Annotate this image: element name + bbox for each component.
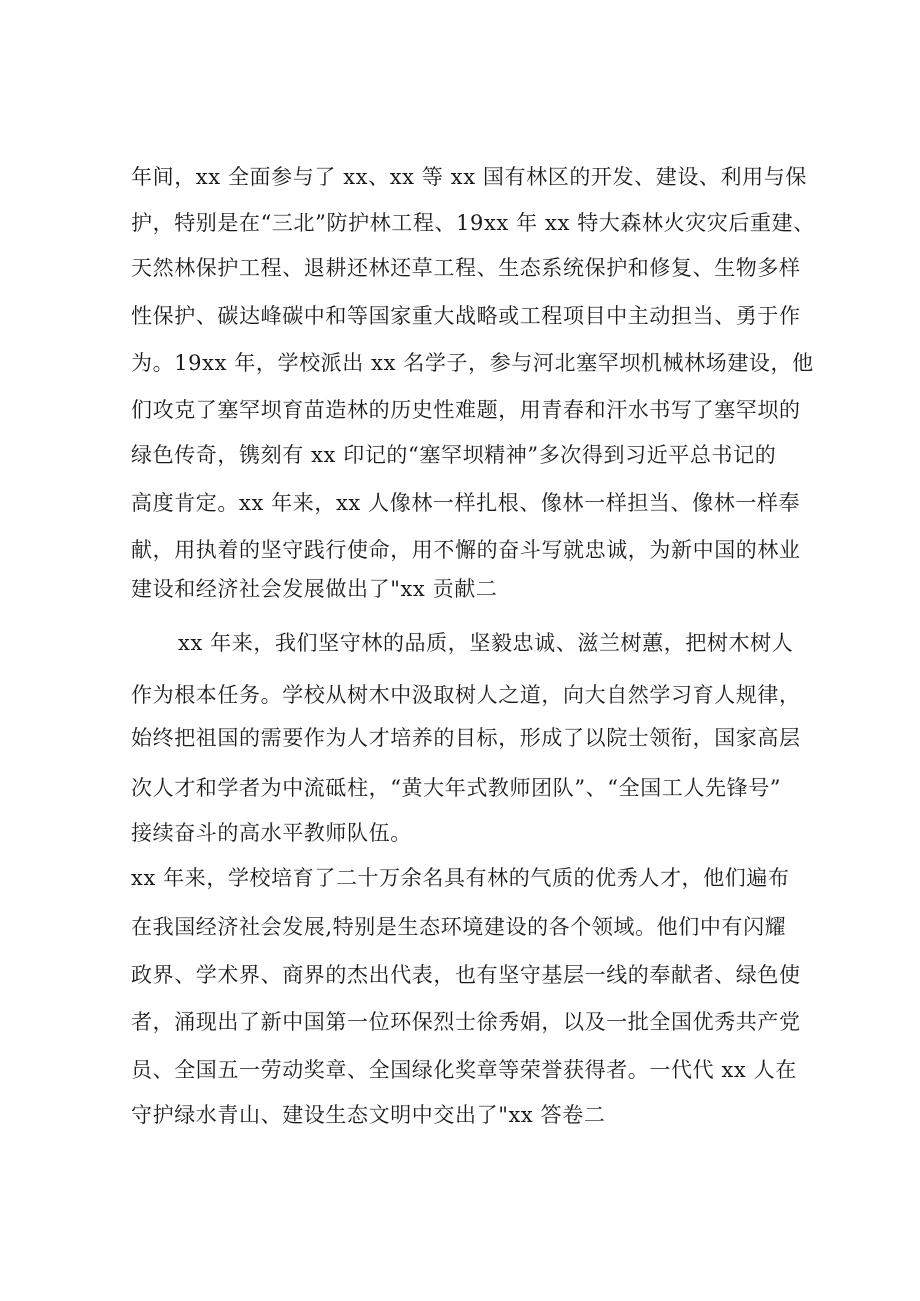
- text-line: 们攻克了塞罕坝育苗造林的历史性难题，用青春和汗水书写了塞罕坝的: [131, 398, 801, 422]
- text-line: 次人才和学者为中流砥柱，“黄大年式教师团队”、“全国工人先锋号”: [131, 776, 782, 800]
- text-line: 天然林保护工程、退耕还林还草工程、生态系统保护和修复、生物多样: [131, 256, 801, 280]
- text-line: 为。19xx 年，学校派出 xx 名学子，参与河北塞罕坝机械林场建设，他: [131, 351, 814, 375]
- text-line: 建设和经济社会发展做出了"xx 贡献二: [131, 577, 498, 601]
- text-line: xx 年来，我们坚守林的品质，坚毅忠诚、滋兰树蕙，把树木树人: [178, 631, 794, 655]
- text-line: 献，用执着的坚守践行使命，用不懈的奋斗写就忠诚，为新中国的林业: [131, 538, 801, 562]
- text-line: 政界、学术界、商界的杰出代表，也有坚守基层一线的奉献者、绿色使: [131, 963, 801, 987]
- text-line: 守护绿水青山、建设生态文明中交出了"xx 答卷二: [131, 1103, 606, 1127]
- text-line: 高度肯定。xx 年来，xx 人像林一样扎根、像林一样担当、像林一样奉: [131, 491, 801, 515]
- text-line: 员、全国五一劳动奖章、全国绿化奖章等荣誉获得者。一代代 xx 人在: [131, 1058, 797, 1082]
- text-line: 始终把祖国的需要作为人才培养的目标，形成了以院士领衔，国家高层: [131, 726, 801, 750]
- text-line: 者，涌现出了新中国第一位环保烈士徐秀娟，以及一批全国优秀共产党: [131, 1010, 801, 1034]
- text-line: 年间，xx 全面参与了 xx、xx 等 xx 国有林区的开发、建设、利用与保: [131, 165, 807, 189]
- text-line: 接续奋斗的高水平教师队伍。: [131, 821, 412, 845]
- text-line: 护，特别是在“三北”防护林工程、19xx 年 xx 特大森林火灾灾后重建、: [131, 211, 815, 235]
- text-line: 绿色传奇，镌刻有 xx 印记的“塞罕坝精神”多次得到习近平总书记的: [131, 443, 777, 467]
- text-line: xx 年来，学校培育了二十万余名具有林的气质的优秀人才，他们遍布: [131, 866, 790, 890]
- text-line: 性保护、碳达峰碳中和等国家重大战略或工程项目中主动担当、勇于作: [131, 304, 801, 328]
- text-line: 在我国经济社会发展,特别是生态环境建设的各个领域。他们中有闪耀: [131, 915, 787, 939]
- text-line: 作为根本任务。学校从树木中汲取树人之道，向大自然学习育人规律，: [131, 683, 801, 707]
